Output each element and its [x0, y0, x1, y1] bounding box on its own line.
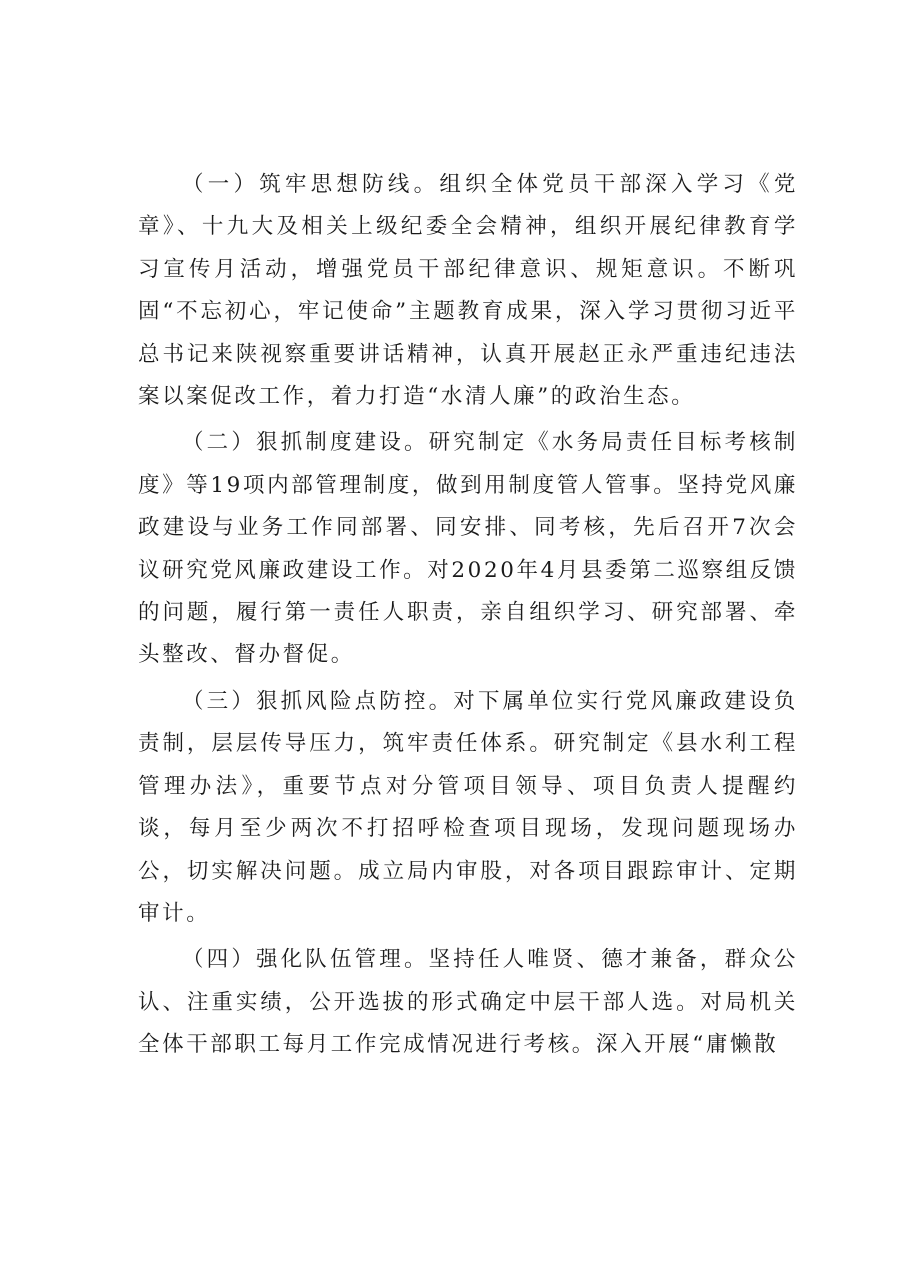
paragraph-3: （三）狠抓风险点防控。对下属单位实行党风廉政建设负责制，层层传导压力，筑牢责任体系。研究制定《县水利工程管理办法》，重要节点对分管项目领导、项目负责人提醒约谈，每月至少两次不打招呼检查项目现场，发现问题现场办公，切实解决问题。成立局内审股，对各项目跟踪审计、定期审计。 [138, 688, 798, 926]
document-body [138, 164, 798, 1071]
paragraph-1: （一）筑牢思想防线。组织全体党员干部深入学习《党章》、十九大及相关上级纪委全会精神，组织开展纪律教育学习宣传月活动，增强党员干部纪律意识、规矩意识。不断巩固“不忘初心，牢记使命”主题教育成果，深入学习贯彻习近平总书记来陕视察重要讲话精神，认真开展赵正永严重违纪违法案以案促改工作，着力打造“水清人廉”的政治生态。 [138, 172, 798, 410]
paragraph-4: （四）强化队伍管理。坚持任人唯贤、德才兼备，群众公认、注重实绩，公开选拔的形式确定中层干部人选。对局机关全体干部职工每月工作完成情况进行考核。深入开展“庸懒散 [138, 947, 798, 1058]
paragraph-2: （二）狠抓制度建设。研究制定《水务局责任目标考核制度》等19项内部管理制度，做到用制度管人管事。坚持党风廉政建设与业务工作同部署、同安排、同考核，先后召开7次会议研究党风廉政建设工作。对2020年4月县委第二巡察组反馈的问题，履行第一责任人职责，亲自组织学习、研究部署、牵头整改、督办督促。 [138, 430, 798, 668]
